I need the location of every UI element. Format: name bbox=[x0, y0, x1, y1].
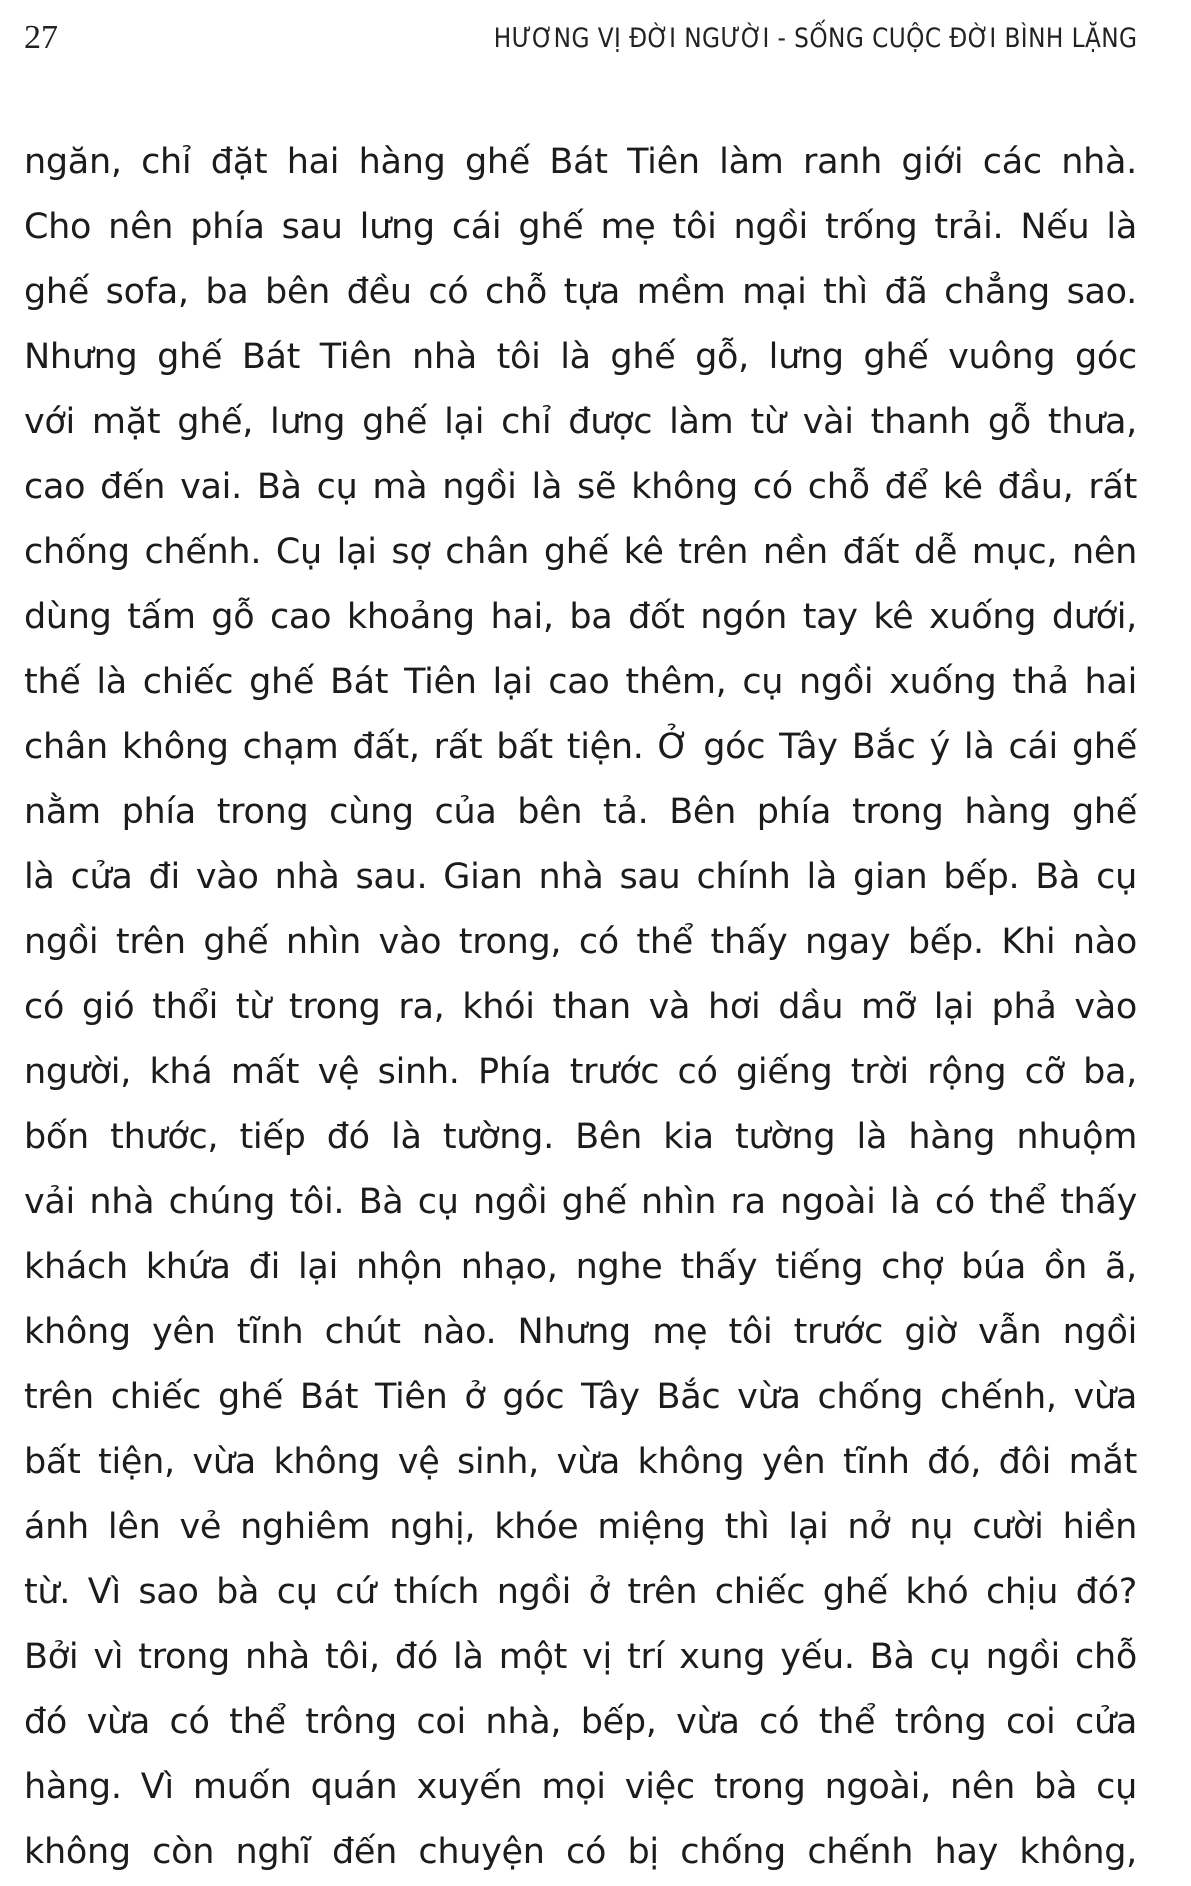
text-line: Bởi vì trong nhà tôi, đó là một vị trí xung yếu. Bà cụ ngồi chỗ bbox=[24, 1637, 1137, 1677]
text-line: ngăn, chỉ đặt hai hàng ghế Bát Tiên làm ranh giới các nhà. bbox=[24, 142, 1137, 182]
text-line: chân không chạm đất, rất bất tiện. Ở góc Tây Bắc ý là cái ghế bbox=[24, 727, 1137, 767]
text-line: đó vừa có thể trông coi nhà, bếp, vừa có thể trông coi cửa bbox=[24, 1702, 1137, 1742]
text-line: ngồi trên ghế nhìn vào trong, có thể thấy ngay bếp. Khi nào bbox=[24, 922, 1137, 962]
page-number: 27 bbox=[24, 19, 58, 56]
text-line: thế là chiếc ghế Bát Tiên lại cao thêm, cụ ngồi xuống thả hai bbox=[24, 662, 1137, 702]
text-line: hàng. Vì muốn quán xuyến mọi việc trong ngoài, nên bà cụ bbox=[24, 1767, 1137, 1807]
text-line: không còn nghĩ đến chuyện có bị chống chếnh hay không, bbox=[24, 1832, 1137, 1872]
text-line: có gió thổi từ trong ra, khói than và hơi dầu mỡ lại phả vào bbox=[24, 987, 1137, 1027]
page-header bbox=[24, 14, 1137, 62]
text-line: Nhưng ghế Bát Tiên nhà tôi là ghế gỗ, lưng ghế vuông góc bbox=[24, 337, 1137, 377]
text-line: cao đến vai. Bà cụ mà ngồi là sẽ không có chỗ để kê đầu, rất bbox=[24, 467, 1137, 507]
text-line: ánh lên vẻ nghiêm nghị, khóe miệng thì lại nở nụ cười hiền bbox=[24, 1507, 1137, 1547]
text-line: nằm phía trong cùng của bên tả. Bên phía trong hàng ghế bbox=[24, 792, 1137, 832]
text-line: là cửa đi vào nhà sau. Gian nhà sau chính là gian bếp. Bà cụ bbox=[24, 857, 1137, 897]
text-line: người, khá mất vệ sinh. Phía trước có giếng trời rộng cỡ ba, bbox=[24, 1052, 1137, 1092]
text-line: Cho nên phía sau lưng cái ghế mẹ tôi ngồi trống trải. Nếu là bbox=[24, 207, 1137, 247]
running-title: HƯƠNG VỊ ĐỜI NGƯỜI - SỐNG CUỘC ĐỜI BÌNH LẶNG bbox=[493, 22, 1137, 54]
text-line: trên chiếc ghế Bát Tiên ở góc Tây Bắc vừa chống chếnh, vừa bbox=[24, 1377, 1137, 1417]
text-line: bất tiện, vừa không vệ sinh, vừa không yên tĩnh đó, đôi mắt bbox=[24, 1442, 1137, 1482]
text-line: khách khứa đi lại nhộn nhạo, nghe thấy tiếng chợ búa ồn ã, bbox=[24, 1247, 1137, 1287]
text-line: từ. Vì sao bà cụ cứ thích ngồi ở trên chiếc ghế khó chịu đó? bbox=[24, 1572, 1137, 1612]
body-text bbox=[24, 130, 1137, 1885]
text-line: ghế sofa, ba bên đều có chỗ tựa mềm mại thì đã chẳng sao. bbox=[24, 272, 1137, 312]
text-line: không yên tĩnh chút nào. Nhưng mẹ tôi trước giờ vẫn ngồi bbox=[24, 1312, 1137, 1352]
text-line: chống chếnh. Cụ lại sợ chân ghế kê trên nền đất dễ mục, nên bbox=[24, 532, 1137, 572]
text-line: vải nhà chúng tôi. Bà cụ ngồi ghế nhìn ra ngoài là có thể thấy bbox=[24, 1182, 1137, 1222]
text-line: bốn thước, tiếp đó là tường. Bên kia tường là hàng nhuộm bbox=[24, 1117, 1137, 1157]
text-line: với mặt ghế, lưng ghế lại chỉ được làm từ vài thanh gỗ thưa, bbox=[24, 402, 1137, 442]
text-line: dùng tấm gỗ cao khoảng hai, ba đốt ngón tay kê xuống dưới, bbox=[24, 597, 1137, 637]
